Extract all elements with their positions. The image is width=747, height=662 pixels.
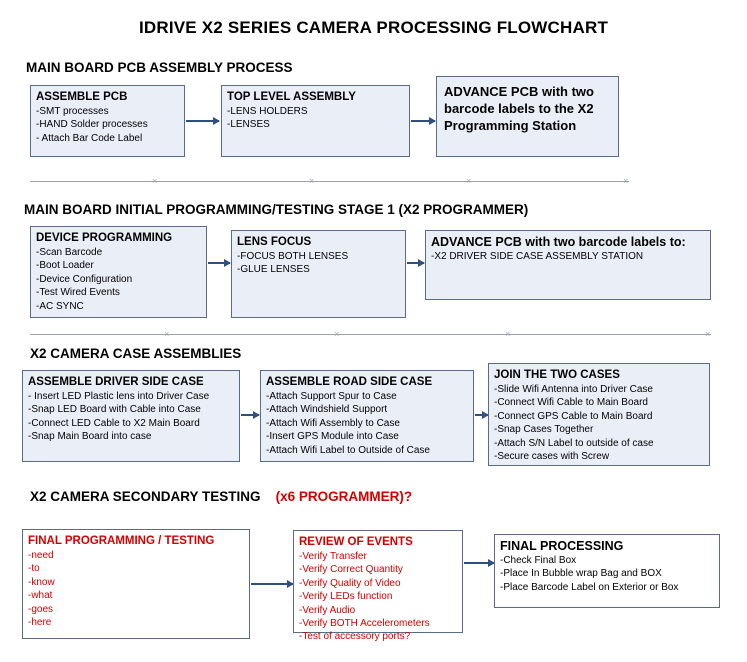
tick-mark: × — [505, 329, 511, 339]
box-advance-pcb-station-title: ADVANCE PCB with two barcode labels to the X2 Programming Station — [444, 84, 594, 133]
box-top-level-assembly — [221, 85, 410, 157]
arrow-final-programming-to-review — [251, 583, 293, 585]
list-item: -need — [28, 550, 54, 561]
list-item: -Attach Support Spur to Case — [266, 391, 397, 402]
box-assemble-driver-side-case-title: ASSEMBLE DRIVER SIDE CASE — [28, 376, 204, 388]
list-item: -here — [28, 617, 52, 629]
divider-2 — [30, 334, 711, 335]
list-item: -LENSES — [227, 119, 270, 131]
arrow-top-level-to-advance — [411, 120, 435, 122]
list-item: - Attach Bar Code Label — [36, 132, 143, 144]
list-item: -SMT processes — [36, 106, 109, 117]
box-assemble-driver-side-case — [22, 370, 240, 462]
list-item: -AC SYNC — [36, 300, 84, 312]
box-final-processing — [494, 534, 720, 608]
list-item: -Verify Transfer — [299, 551, 367, 562]
box-assemble-pcb-lines — [31, 105, 184, 149]
list-item: -Snap LED Board with Cable into Case — [28, 404, 201, 416]
box-final-processing-lines — [495, 554, 719, 598]
box-final-processing-title: FINAL PROCESSING — [500, 539, 624, 553]
box-advance-pcb-driver-lines — [426, 250, 710, 267]
tick-mark: × — [705, 329, 711, 339]
list-item: - Insert LED Plastic lens into Driver Case — [28, 391, 210, 402]
list-item: -know — [28, 576, 55, 588]
box-review-of-events-lines — [294, 550, 462, 648]
arrow-lens-focus-to-advance — [407, 262, 424, 264]
list-item: -Slide Wifi Antenna into Driver Case — [494, 384, 653, 395]
box-join-the-two-cases — [488, 363, 710, 466]
divider-1 — [30, 181, 629, 182]
list-item: -GLUE LENSES — [237, 264, 310, 276]
list-item: -Attach Wifi Label to Outside of Case — [266, 444, 430, 456]
list-item: -LENS HOLDERS — [227, 106, 308, 117]
tick-mark: × — [623, 176, 629, 186]
box-assemble-road-side-case — [260, 370, 474, 462]
tick-mark: × — [466, 176, 472, 186]
list-item: -Test Wired Events — [36, 287, 120, 299]
box-device-programming-lines — [31, 246, 206, 317]
box-review-of-events-title: REVIEW OF EVENTS — [299, 536, 413, 548]
box-review-of-events — [293, 530, 463, 643]
list-item: -to — [28, 563, 40, 575]
box-device-programming-title: DEVICE PROGRAMMING — [36, 232, 173, 244]
list-item: -Place Barcode Label on Exterior or Box — [500, 581, 679, 593]
list-item: -Attach Windshield Support — [266, 404, 388, 416]
section-heading-main-board-pcb: MAIN BOARD PCB ASSEMBLY PROCESS — [26, 60, 293, 75]
box-top-level-assembly-title: TOP LEVEL ASSEMBLY — [227, 91, 356, 103]
box-final-programming-testing-lines — [23, 549, 249, 633]
arrow-driver-case-to-road-case — [241, 414, 259, 416]
list-item: -Secure cases with Screw — [494, 451, 610, 463]
section-heading-secondary-testing-note: (x6 PROGRAMMER)? — [275, 489, 413, 504]
list-item: -FOCUS BOTH LENSES — [237, 251, 349, 262]
tick-mark: × — [309, 176, 315, 186]
box-device-programming — [30, 226, 207, 318]
list-item: -Attach Wifi Assembly to Case — [266, 417, 400, 429]
box-assemble-pcb-title: ASSEMBLE PCB — [36, 91, 128, 103]
box-advance-pcb-driver-title: ADVANCE PCB with two barcode labels to: — [431, 235, 686, 249]
page-title: IDRIVE X2 SERIES CAMERA PROCESSING FLOWCHART — [138, 18, 609, 37]
list-item: -Connect GPS Cable to Main Board — [494, 410, 653, 422]
box-top-level-assembly-lines — [222, 105, 409, 136]
arrow-device-to-lens-focus — [208, 262, 230, 264]
box-advance-pcb-station — [436, 76, 619, 157]
section-heading-secondary-testing-label: X2 CAMERA SECONDARY TESTING — [30, 489, 261, 504]
list-item: -Verify BOTH Accelerometers — [299, 618, 430, 630]
list-item: -X2 DRIVER SIDE CASE ASSEMBLY STATION — [431, 251, 644, 262]
box-lens-focus — [231, 230, 406, 318]
list-item: -Scan Barcode — [36, 247, 103, 258]
arrow-review-to-final-processing — [464, 562, 494, 564]
list-item: -Verify Correct Quantity — [299, 564, 403, 576]
box-assemble-pcb — [30, 85, 185, 157]
list-item: -Test of accessory ports? — [299, 631, 411, 643]
list-item: -Connect Wifi Cable to Main Board — [494, 397, 648, 409]
list-item: -Snap Cases Together — [494, 424, 594, 436]
box-assemble-road-side-case-title: ASSEMBLE ROAD SIDE CASE — [266, 376, 433, 388]
list-item: -what — [28, 590, 53, 602]
box-lens-focus-lines — [232, 250, 405, 281]
box-final-programming-testing-title: FINAL PROGRAMMING / TESTING — [28, 535, 215, 547]
box-assemble-driver-side-case-lines — [23, 390, 239, 448]
list-item: -HAND Solder processes — [36, 119, 148, 131]
section-heading-secondary-testing — [30, 489, 412, 504]
list-item: -Insert GPS Module into Case — [266, 431, 399, 443]
tick-mark: × — [164, 329, 170, 339]
box-join-the-two-cases-lines — [489, 383, 709, 467]
list-item: -Device Configuration — [36, 273, 133, 285]
list-item: -Verify Audio — [299, 604, 356, 616]
arrow-assemble-to-top-level — [186, 120, 219, 122]
list-item: -Attach S/N Label to outside of case — [494, 437, 654, 449]
tick-mark: × — [334, 329, 340, 339]
list-item: -Verify Quality of Video — [299, 577, 401, 589]
list-item: -Connect LED Cable to X2 Main Board — [28, 417, 200, 429]
section-heading-case-assemblies: X2 CAMERA CASE ASSEMBLIES — [30, 346, 242, 361]
arrow-road-case-to-join — [475, 414, 488, 416]
section-heading-initial-programming: MAIN BOARD INITIAL PROGRAMMING/TESTING STAGE 1 (X2 PROGRAMMER) — [24, 202, 529, 217]
list-item: -Place In Bubble wrap Bag and BOX — [500, 568, 662, 580]
list-item: -Check Final Box — [500, 555, 577, 566]
list-item: -Snap Main Board into case — [28, 431, 152, 443]
list-item: -goes — [28, 603, 54, 615]
box-assemble-road-side-case-lines — [261, 390, 473, 461]
box-lens-focus-title: LENS FOCUS — [237, 236, 312, 248]
box-join-the-two-cases-title: JOIN THE TWO CASES — [494, 369, 620, 381]
list-item: -Verify LEDs function — [299, 591, 393, 603]
box-final-programming-testing — [22, 529, 250, 639]
list-item: -Boot Loader — [36, 260, 94, 272]
box-advance-pcb-driver — [425, 230, 711, 300]
tick-mark: × — [152, 176, 158, 186]
